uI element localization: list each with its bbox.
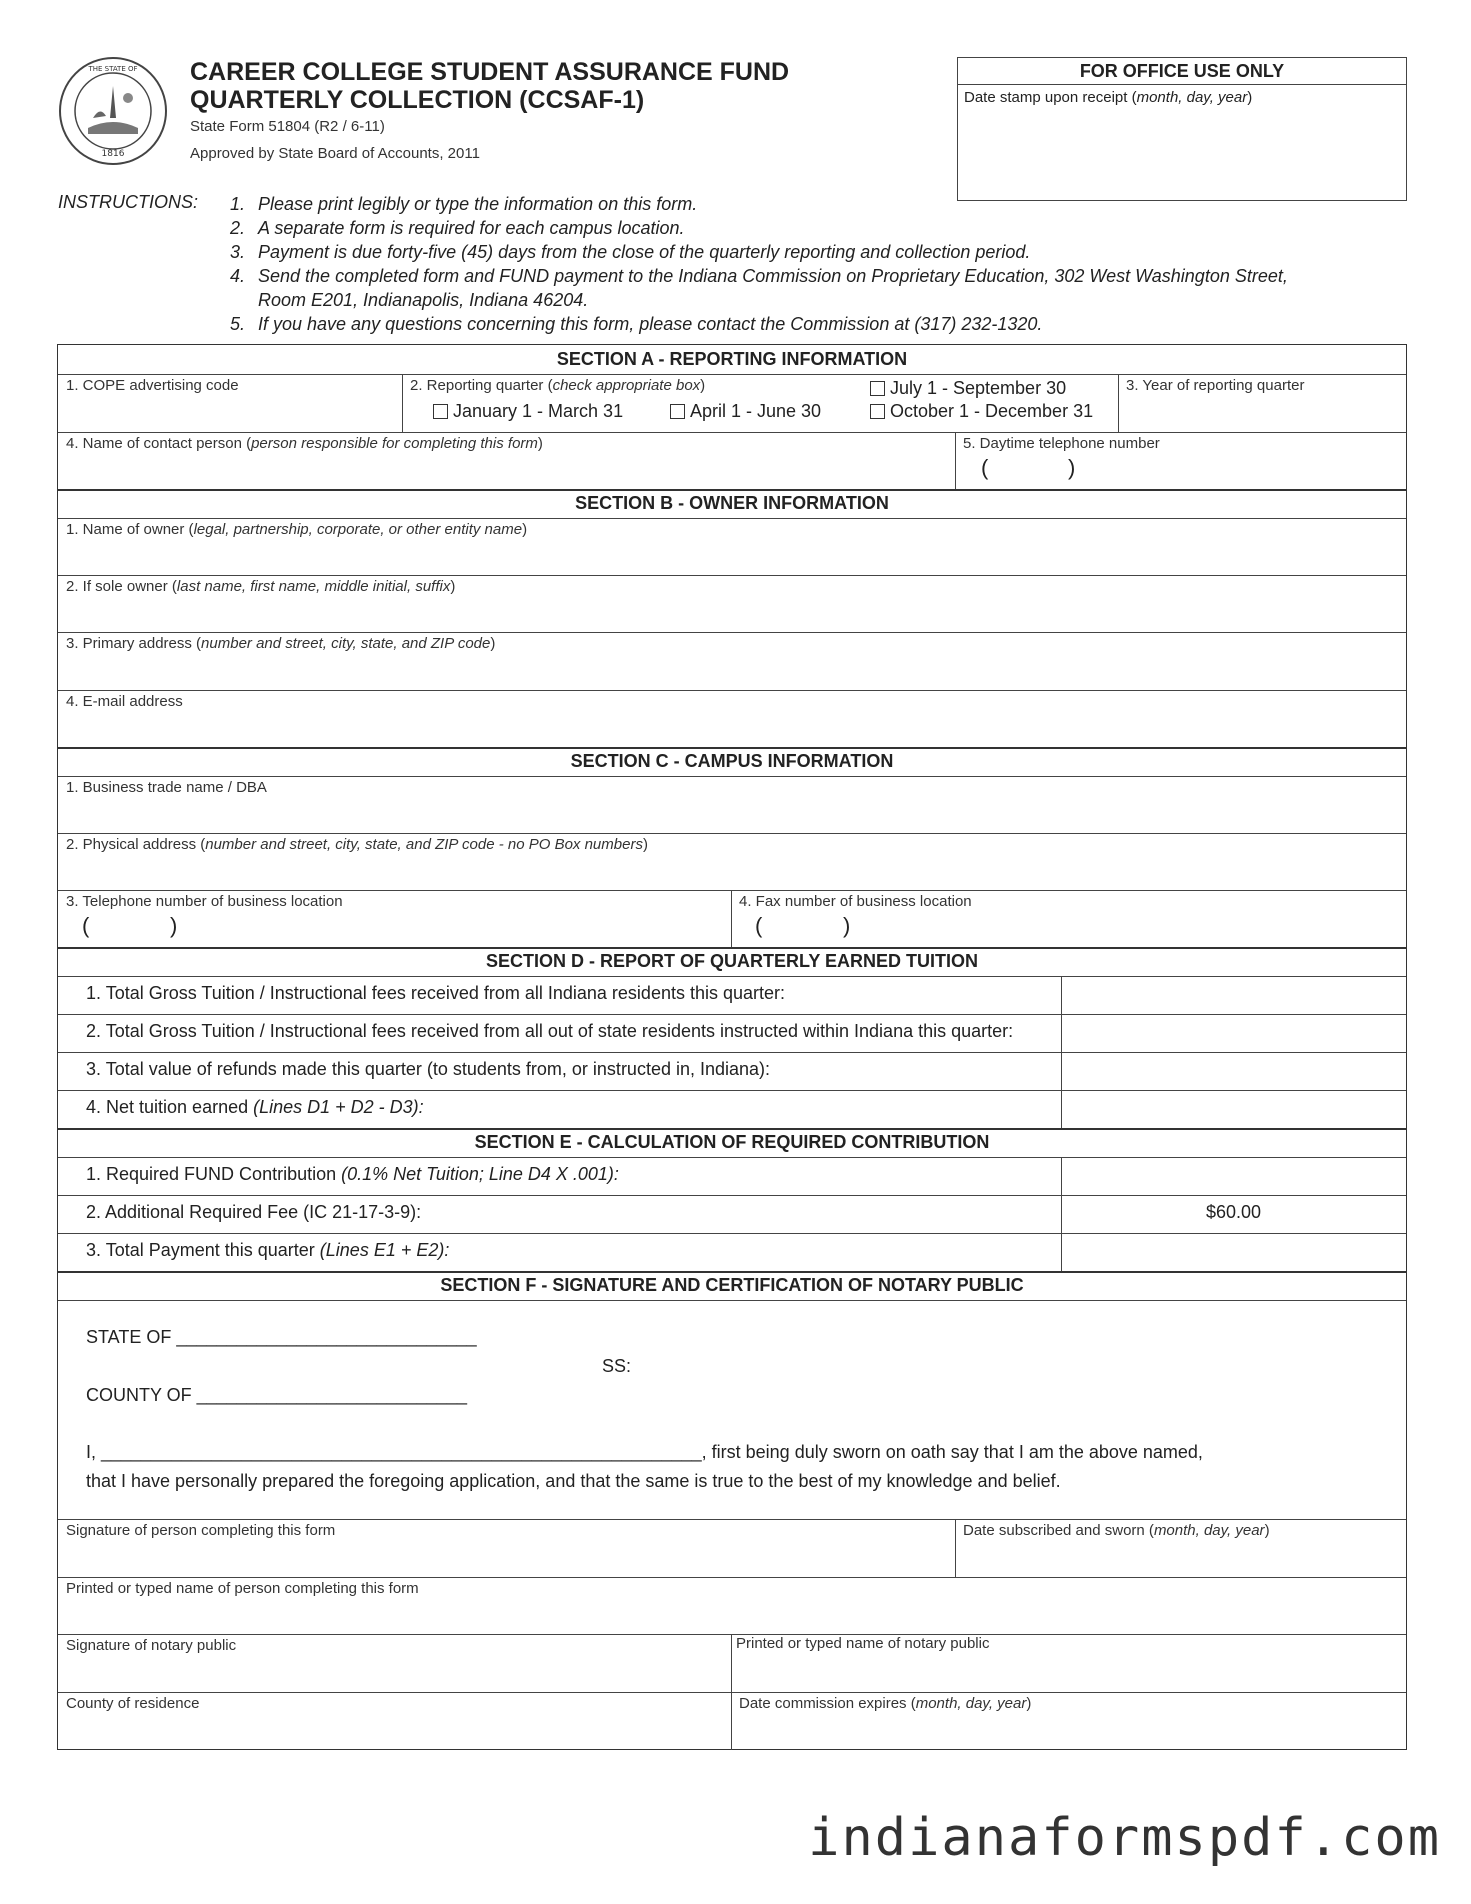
date-sworn-label: Date subscribed and sworn (month, day, year) (963, 1522, 1270, 1539)
section-f-title: SECTION F - SIGNATURE AND CERTIFICATION OF NOTARY PUBLIC (440, 1275, 1024, 1295)
instruction-item: 3. Payment is due forty-five (45) days from the close of the quarterly reporting and collection period. (230, 242, 1031, 262)
additional-fee-value: $60.00 (1205, 1202, 1262, 1222)
owner-name-label: 1. Name of owner (legal, partnership, corporate, or other entity name) (66, 521, 528, 538)
section-c-title: SECTION C - CAMPUS INFORMATION (570, 751, 894, 771)
year-quarter-label: 3. Year of reporting quarter (1126, 377, 1305, 394)
instructions-label: INSTRUCTIONS: (58, 192, 199, 212)
notary-name-label: Printed or typed name of notary public (736, 1635, 990, 1652)
fax-close: ) (843, 913, 851, 938)
printed-name-label: Printed or typed name of person completing this form (66, 1580, 419, 1597)
physical-address-label: 2. Physical address (number and street, city, state, and ZIP code - no PO Box numbers) (66, 836, 648, 853)
tuition-indiana-row: 1. Total Gross Tuition / Instructional fees received from all Indiana residents this quarter: (86, 983, 786, 1003)
instruction-item: Room E201, Indianapolis, Indiana 46204. (258, 290, 589, 310)
oath-line-1: I, ____________________________________________________________, first being duly sworn on oath say that I am the above named, (86, 1442, 1203, 1462)
instruction-item: 4. Send the completed form and FUND payment to the Indiana Commission on Proprietary Education, 302 West Washington Street, (230, 266, 1288, 286)
instruction-item: 5. If you have any questions concerning this form, please contact the Commission at (317) 232-1320. (230, 314, 1043, 334)
contact-person-label: 4. Name of contact person (person responsible for completing this form) (66, 435, 543, 452)
section-d-title: SECTION D - REPORT OF QUARTERLY EARNED TUITION (485, 951, 979, 971)
state-form-number: State Form 51804 (R2 / 6-11) (190, 118, 385, 135)
tuition-out-of-state-row: 2. Total Gross Tuition / Instructional fees received from all out of state residents instructed within Indiana this quarter: (86, 1021, 1014, 1041)
section-e-title: SECTION E - CALCULATION OF REQUIRED CONTRIBUTION (474, 1132, 990, 1152)
ss-label: SS: (602, 1356, 632, 1376)
section-b-title: SECTION B - OWNER INFORMATION (575, 493, 889, 513)
fax-open: ( (755, 913, 763, 938)
form-body (57, 344, 1407, 1750)
quarter-q3-checkbox[interactable]: July 1 - September 30 (870, 378, 1066, 399)
primary-address-label: 3. Primary address (number and street, city, state, and ZIP code) (66, 635, 496, 652)
net-tuition-row: 4. Net tuition earned (Lines D1 + D2 - D3): (86, 1097, 424, 1117)
state-seal-icon (58, 56, 168, 166)
total-payment-row: 3. Total Payment this quarter (Lines E1 + E2): (86, 1240, 450, 1260)
section-a-title: SECTION A - REPORTING INFORMATION (556, 349, 908, 369)
commission-expires-label: Date commission expires (month, day, year) (739, 1695, 1032, 1712)
business-phone-label: 3. Telephone number of business location (66, 893, 343, 910)
business-phone-open: ( (82, 913, 90, 938)
sole-owner-label: 2. If sole owner (last name, first name, middle initial, suffix) (66, 578, 456, 595)
quarter-q4-checkbox[interactable]: October 1 - December 31 (870, 401, 1093, 422)
business-phone-close: ) (170, 913, 178, 938)
county-of-line: COUNTY OF ___________________________ (86, 1385, 467, 1405)
office-use-box (957, 57, 1407, 201)
svg-text:THE STATE OF: THE STATE OF (88, 65, 138, 73)
approval-note: Approved by State Board of Accounts, 2011 (190, 145, 480, 162)
state-of-line: STATE OF ______________________________ (86, 1327, 477, 1347)
notary-signature-label: Signature of notary public (66, 1637, 237, 1654)
quarter-q2-checkbox[interactable]: April 1 - June 30 (670, 401, 821, 422)
reporting-quarter-label: 2. Reporting quarter (check appropriate box) (410, 377, 706, 394)
refunds-row: 3. Total value of refunds made this quarter (to students from, or instructed in, Indiana): (86, 1059, 771, 1079)
instruction-item: 2. A separate form is required for each campus location. (230, 218, 685, 238)
fund-contribution-row: 1. Required FUND Contribution (0.1% Net Tuition; Line D4 X .001): (86, 1164, 619, 1184)
office-use-heading: FOR OFFICE USE ONLY (958, 58, 1406, 85)
trade-name-label: 1. Business trade name / DBA (66, 779, 267, 796)
email-label: 4. E-mail address (66, 693, 183, 710)
svg-text:1816: 1816 (101, 149, 125, 159)
quarter-q1-checkbox[interactable]: January 1 - March 31 (433, 401, 623, 422)
instructions-list (230, 192, 1288, 336)
cope-code-label: 1. COPE advertising code (66, 377, 239, 394)
county-residence-label: County of residence (66, 1695, 200, 1712)
phone-area-open: ( (981, 455, 989, 480)
phone-area-close: ) (1068, 455, 1076, 480)
oath-line-2: that I have personally prepared the foregoing application, and that the same is true to the best of my knowledge and belief. (86, 1471, 1061, 1491)
date-stamp-label: Date stamp upon receipt (month, day, year) (964, 89, 1253, 106)
signature-label: Signature of person completing this form (66, 1522, 336, 1539)
form-title: CAREER COLLEGE STUDENT ASSURANCE FUND QUARTERLY COLLECTION (CCSAF-1) (190, 58, 790, 114)
additional-fee-row: 2. Additional Required Fee (IC 21-17-3-9): (86, 1202, 422, 1222)
daytime-phone-label: 5. Daytime telephone number (963, 435, 1160, 452)
watermark: indianaformspdf.com (808, 1808, 1441, 1868)
instruction-item: 1. Please print legibly or type the information on this form. (230, 194, 698, 214)
fax-label: 4. Fax number of business location (739, 893, 972, 910)
